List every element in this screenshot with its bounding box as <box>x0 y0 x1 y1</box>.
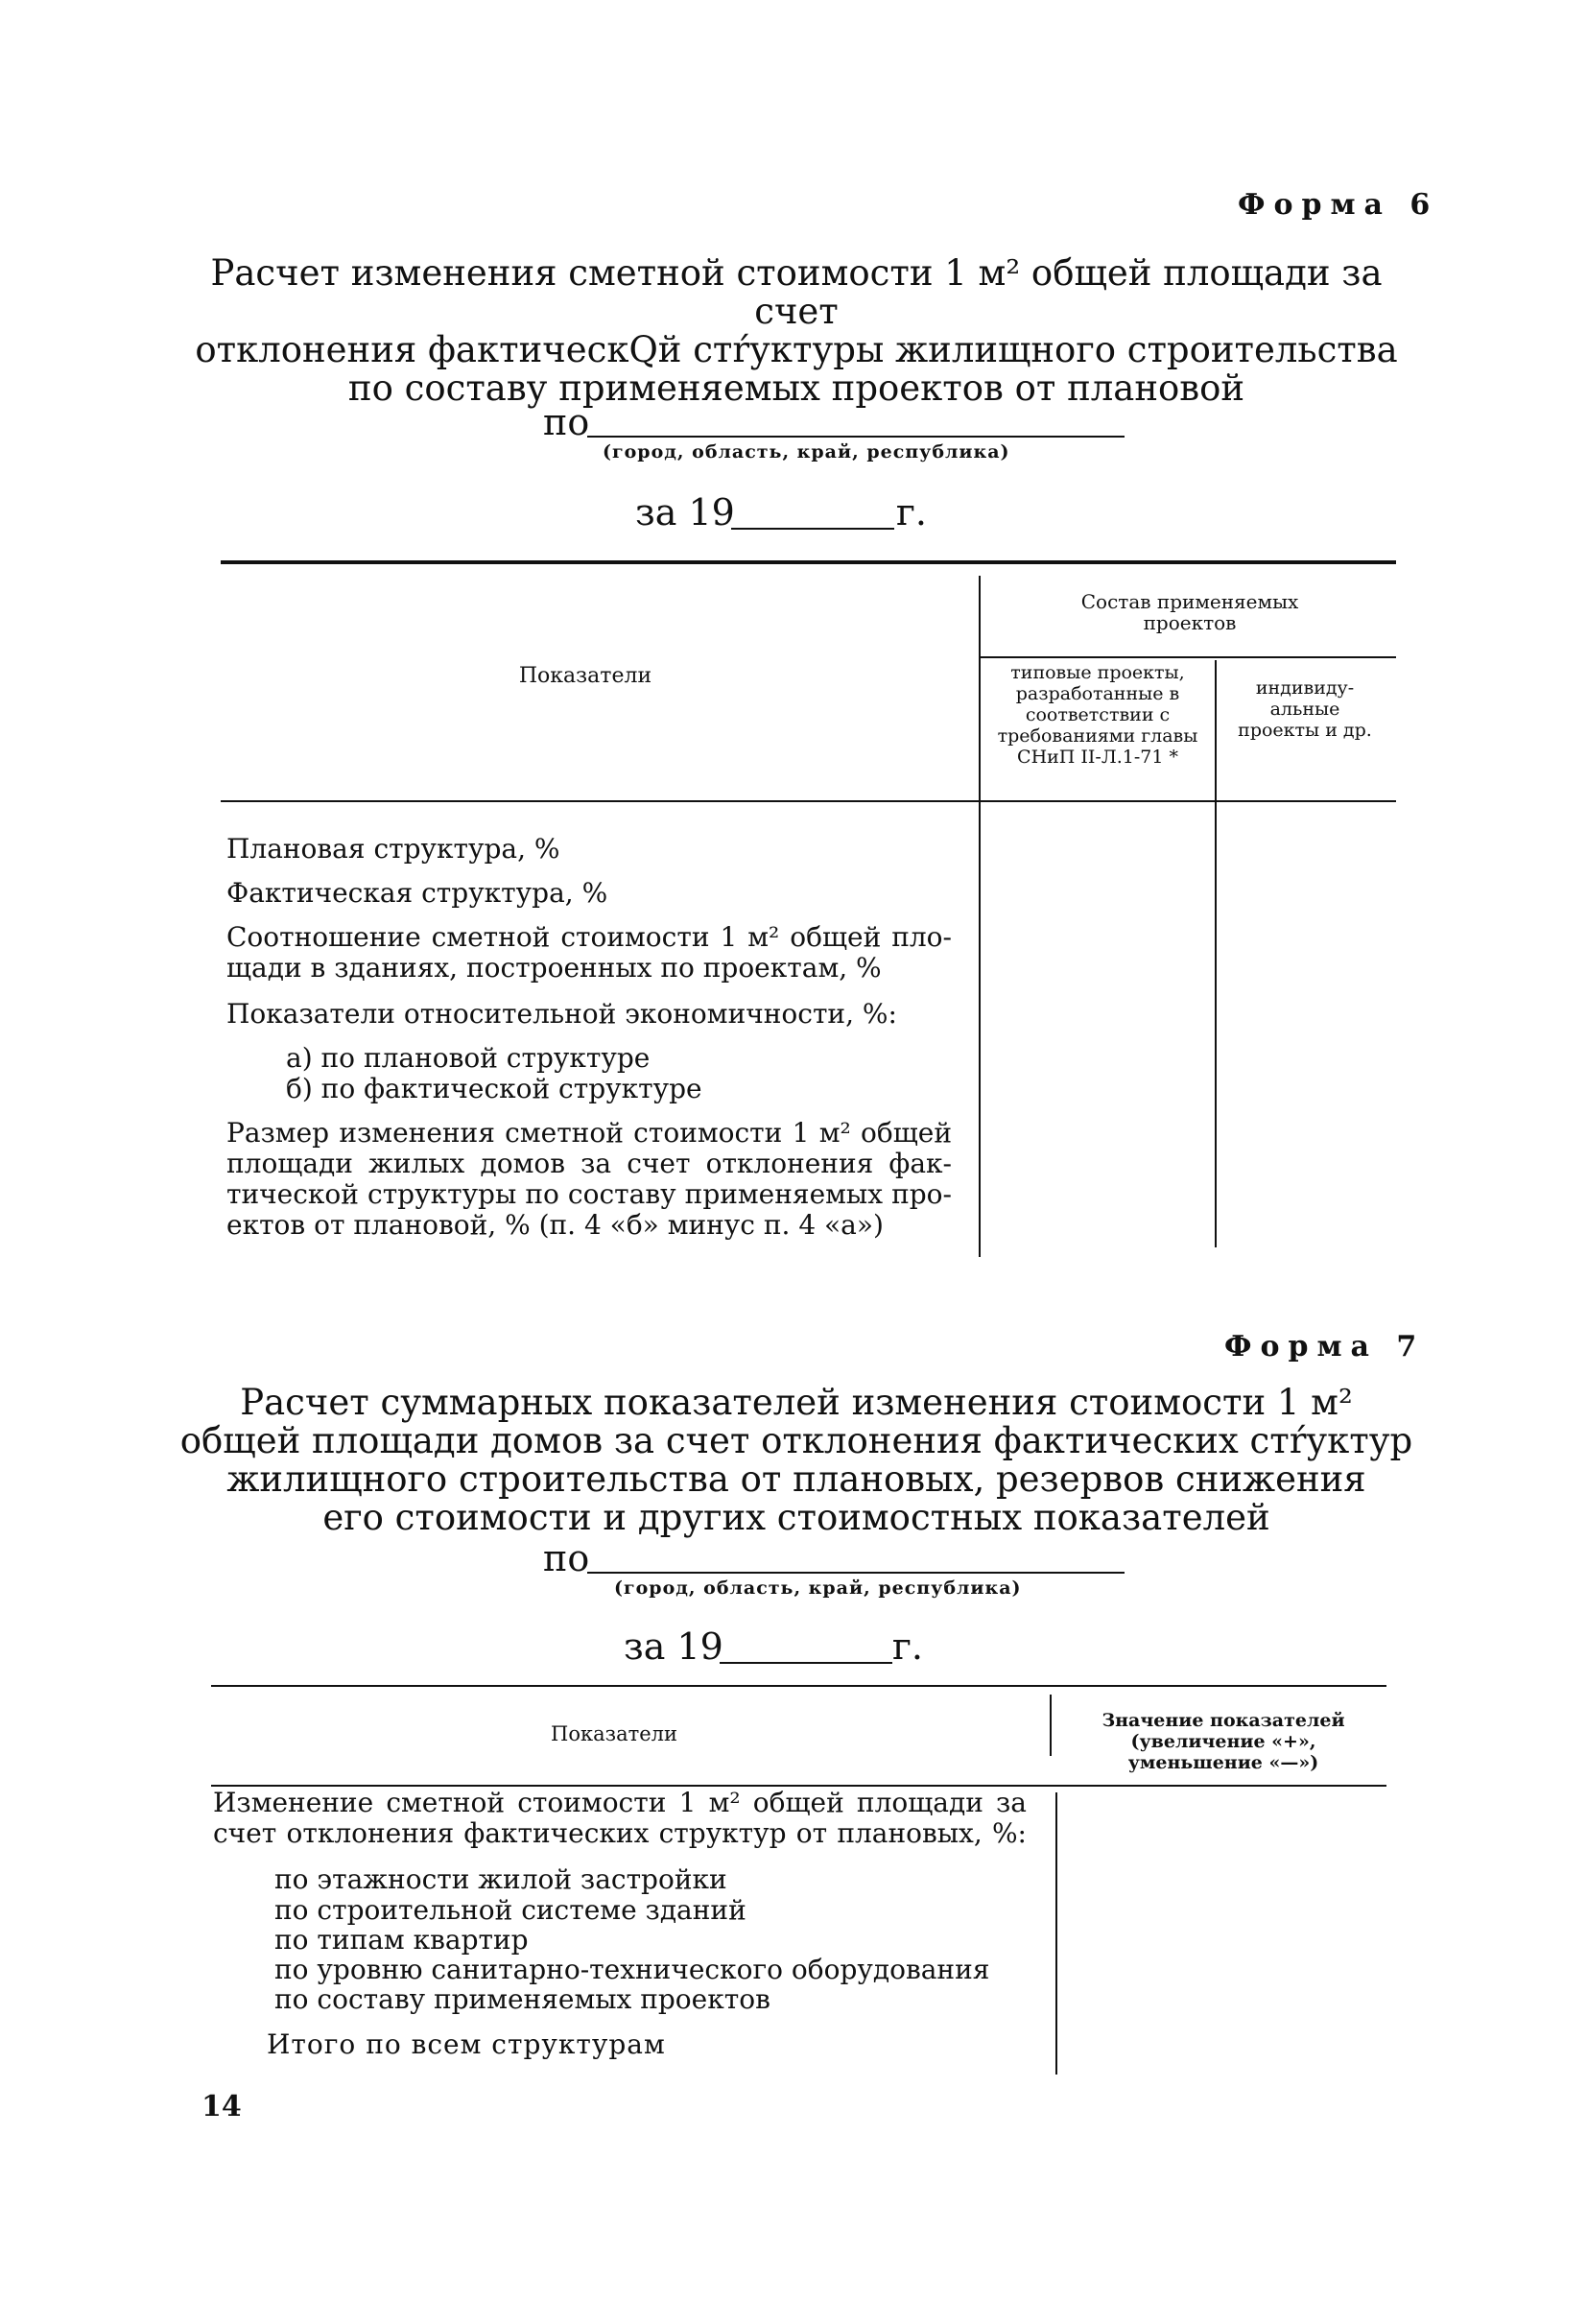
form6-table-top-rule <box>221 560 1396 564</box>
form7-row: по строительной системе зданий <box>274 1894 746 1926</box>
form7-row: по составу применяемых проектов <box>274 1983 770 2015</box>
form7-location-field[interactable] <box>587 1572 1125 1574</box>
form7-row: по типам квартир <box>274 1924 529 1956</box>
form6-col-individual: индивиду-альные проекты и др. <box>1238 677 1372 741</box>
form6-row: площади жилых домов за счет отклонения фак- <box>226 1148 952 1179</box>
form7-row-total: Итого по всем структурам <box>267 2028 666 2060</box>
form6-year-prefix: за 19 <box>635 491 735 534</box>
form6-row: щади в зданиях, построенных по проектам, % <box>226 952 882 984</box>
form7-col-divider <box>1055 1792 1057 2075</box>
form6-col-typical: типовые проекты, разработанные в соответствии с требованиями главы СНиП II-Л.1-71 * <box>997 662 1198 768</box>
form6-row: тической структуры по составу применяемых про- <box>226 1178 952 1210</box>
form6-po-label: по <box>543 401 590 443</box>
form7-row: Изменение сметной стоимости 1 м² общей площади за <box>213 1787 1027 1818</box>
form6-label: Форма 6 <box>1238 188 1439 222</box>
form7-title-line: общей площади домов за счет отклонения фактических стŕуктур <box>179 1420 1413 1461</box>
form6-row: Соотношение сметной стоимости 1 м² общей пло- <box>226 921 952 953</box>
form6-row: ектов от плановой, % (п. 4 «б» минус п. 4 «а») <box>226 1209 884 1241</box>
form6-header-rule <box>221 800 1396 802</box>
form6-year-suffix: г. <box>896 491 927 534</box>
form6-title-line: по составу применяемых проектов от плановой <box>347 368 1245 409</box>
form7-title-line: жилищного строительства от плановых, резервов снижения <box>226 1458 1366 1500</box>
form6-row: Размер изменения сметной стоимости 1 м² общей <box>226 1117 952 1149</box>
form7-title-line: его стоимости и других стоимостных показателей <box>322 1497 1270 1538</box>
form7-year-prefix: за 19 <box>624 1625 723 1668</box>
form6-location-caption: (город, область, край, республика) <box>603 441 1010 462</box>
form6-col-divider <box>1215 660 1217 1247</box>
form6-row: а) по плановой структуре <box>286 1042 651 1074</box>
page-number: 14 <box>201 2090 242 2123</box>
form7-label: Форма 7 <box>1224 1330 1426 1364</box>
form6-title <box>173 254 1420 408</box>
form6-col-indicators: Показатели <box>518 664 652 688</box>
form7-title-line: Расчет суммарных показателей изменения стоимости 1 м² <box>240 1382 1353 1423</box>
form6-row: Плановая структура, % <box>226 833 560 865</box>
form7-year-field[interactable] <box>720 1662 892 1664</box>
form6-title-line: отклонения фактическQй стŕуктуры жилищного строительства <box>195 329 1398 370</box>
form7-row: по этажности жилой застройки <box>274 1863 727 1895</box>
form7-row: по уровню санитарно-технического оборудования <box>274 1954 990 1985</box>
form7-row: счет отклонения фактических структур от плановых, %: <box>213 1817 1027 1849</box>
form7-location-caption: (город, область, край, республика) <box>614 1577 1022 1599</box>
form7-title <box>173 1384 1420 1537</box>
form7-table-top-rule <box>211 1685 1386 1687</box>
form6-location-field[interactable] <box>587 436 1125 438</box>
form7-po-label: по <box>543 1537 590 1579</box>
form6-row: б) по фактической структуре <box>286 1073 702 1104</box>
form7-col-indicators: Показатели <box>551 1722 677 1745</box>
form6-col-divider <box>979 576 981 1257</box>
form6-group-rule <box>979 656 1396 658</box>
form6-group-header: Состав применяемых проектов <box>1080 590 1299 634</box>
form7-col-value: Значение показателей (увеличение «+», уменьшение «—») <box>1101 1710 1345 1773</box>
form6-row: Фактическая структура, % <box>226 877 608 909</box>
form7-year-suffix: г. <box>892 1625 923 1668</box>
form7-col-divider <box>1050 1695 1052 1756</box>
form6-year-field[interactable] <box>731 528 894 530</box>
form6-title-line: Расчет изменения сметной стоимости 1 м² общей площади за счет <box>210 252 1383 332</box>
form6-row: Показатели относительной экономичности, %: <box>226 998 897 1030</box>
